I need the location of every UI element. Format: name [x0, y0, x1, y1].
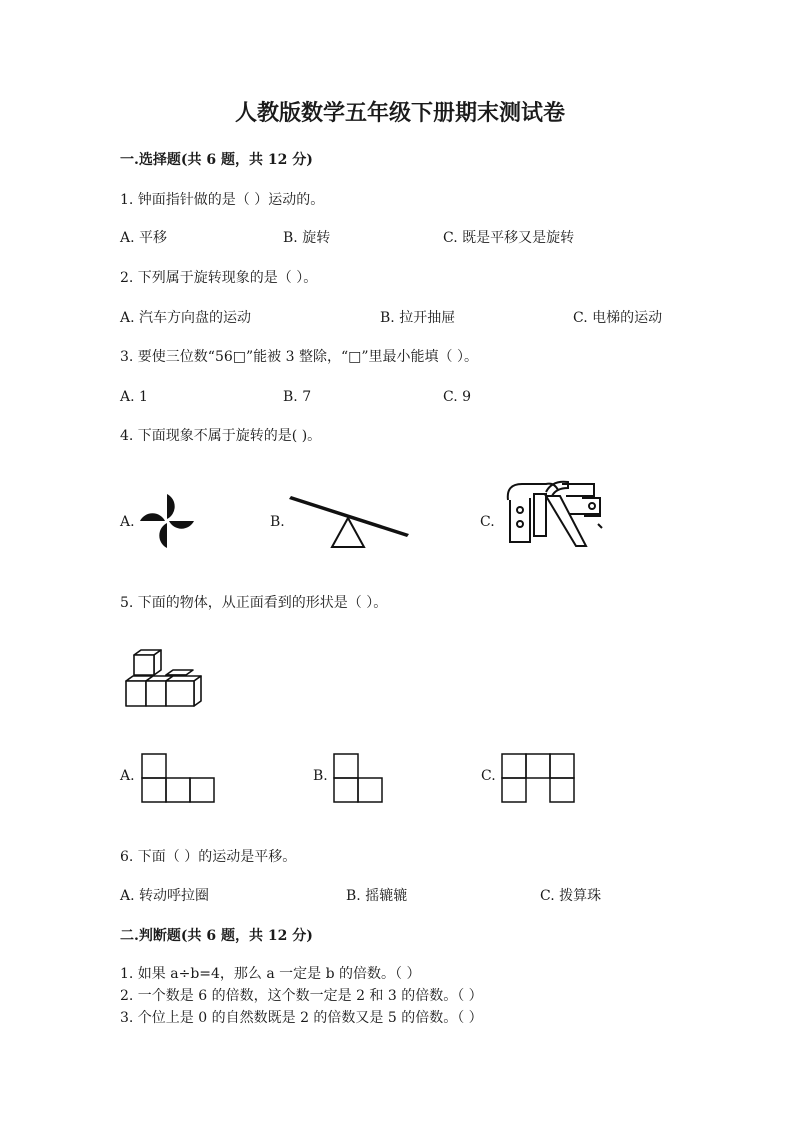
question-3-option-c: C. 9	[443, 389, 472, 405]
question-3-option-b: B. 7	[283, 389, 312, 405]
slide-icon	[502, 476, 604, 550]
question-2-option-c: C. 电梯的运动	[573, 310, 663, 326]
question-2-stem: 2. 下列属于旋转现象的是（ ）。	[120, 270, 318, 286]
judgement-2-stem: 2. 一个数是 6 的倍数，这个数一定是 2 和 3 的倍数。（ ）	[120, 988, 483, 1004]
question-2-option-a: A. 汽车方向盘的运动	[120, 310, 252, 326]
question-1-stem: 1. 钟面指针做的是（ ）运动的。	[120, 192, 325, 208]
question-6-option-b: B. 摇辘辘	[346, 888, 408, 904]
question-2-option-b: B. 拉开抽屉	[380, 310, 456, 326]
question-5-option-c: C.	[481, 768, 496, 784]
seesaw-icon	[288, 496, 410, 552]
question-4-option-c: C.	[480, 514, 495, 530]
front-view-c-icon	[501, 753, 575, 803]
question-4-option-b: B.	[270, 514, 285, 530]
question-3-stem: 3. 要使三位数“56□”能被 3 整除，“□”里最小能填（ ）。	[120, 349, 478, 365]
front-view-a-icon	[141, 753, 215, 803]
question-1-option-c: C. 既是平移又是旋转	[443, 230, 575, 246]
section-heading-choice: 一.选择题(共 6 题，共 12 分)	[120, 152, 313, 168]
question-4-stem: 4. 下面现象不属于旋转的是( )。	[120, 428, 322, 444]
cube-stack-icon	[122, 648, 206, 710]
question-5-option-a: A.	[120, 768, 135, 784]
question-1-option-a: A. 平移	[120, 230, 168, 246]
question-3-option-a: A. 1	[120, 389, 148, 405]
pinwheel-icon	[138, 492, 196, 550]
page-title: 人教版数学五年级下册期末测试卷	[234, 100, 565, 126]
section-heading-judgement: 二.判断题(共 6 题，共 12 分)	[120, 928, 313, 944]
question-1-option-b: B. 旋转	[283, 230, 331, 246]
question-6-option-c: C. 拨算珠	[540, 888, 602, 904]
question-4-option-a: A.	[120, 514, 135, 530]
question-6-stem: 6. 下面（ ）的运动是平移。	[120, 849, 297, 865]
front-view-b-icon	[333, 753, 383, 803]
question-5-stem: 5. 下面的物体，从正面看到的形状是（ ）。	[120, 595, 388, 611]
question-5-option-b: B.	[313, 768, 328, 784]
judgement-3-stem: 3. 个位上是 0 的自然数既是 2 的倍数又是 5 的倍数。（ ）	[120, 1010, 483, 1026]
question-6-option-a: A. 转动呼拉圈	[120, 888, 210, 904]
judgement-1-stem: 1. 如果 a÷b=4，那么 a 一定是 b 的倍数。（ ）	[120, 966, 421, 982]
